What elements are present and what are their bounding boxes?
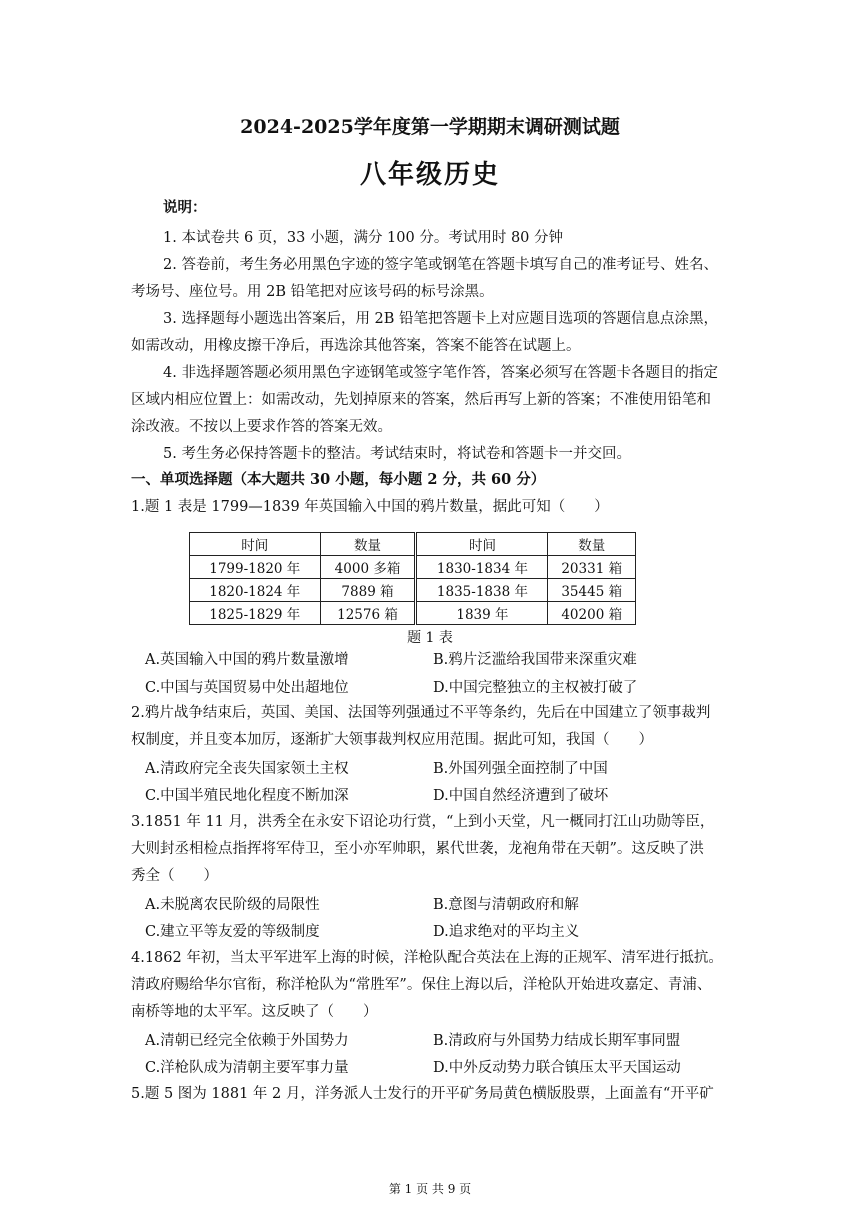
table-header: 数量 <box>320 533 416 556</box>
question-line: 南桥等地的太平军。这反映了（ ） <box>131 1004 378 1020</box>
question-line: 3.1851 年 11 月，洪秀全在永安下诏论功行赏，“上到小天堂，凡一概同打江山功勋等臣， <box>131 814 715 830</box>
table-caption: 题 1 表 <box>407 630 453 646</box>
q4-option-c: C.洋枪队成为清朝主要军事力量 <box>145 1060 349 1076</box>
question-line: 权制度，并且变本加厉，逐渐扩大领事裁判权应用范围。据此可知，我国（ ） <box>131 732 653 748</box>
instruction-line: 3. 选择题每小题选出答案后，用 2B 铅笔把答题卡上对应题目选项的答题信息点涂黑， <box>163 311 719 327</box>
q3-option-b: B.意图与清朝政府和解 <box>433 897 579 913</box>
q2-option-c: C.中国半殖民地化程度不断加深 <box>145 788 349 804</box>
q1-option-a: A.英国输入中国的鸦片数量激增 <box>145 652 349 668</box>
question-line: 清政府赐给华尔官衔，称洋枪队为“常胜军”。保住上海以后，洋枪队开始进攻嘉定、青浦、 <box>131 977 712 993</box>
exam-title: 2024-2025学年度第一学期期末调研测试题 <box>240 116 620 138</box>
table-cell: 4000 多箱 <box>320 556 416 579</box>
table-header: 时间 <box>416 533 548 556</box>
subject-title: 八年级历史 <box>359 160 500 190</box>
question-1-stem: 1.题 1 表是 1799—1839 年英国输入中国的鸦片数量，据此可知（ ） <box>131 499 609 515</box>
q3-option-d: D.追求绝对的平均主义 <box>433 924 580 940</box>
question-line: 4.1862 年初，当太平军进军上海的时候，洋枪队配合英法在上海的正规军、清军进行抵抗。 <box>131 950 723 966</box>
q2-option-b: B.外国列强全面控制了中国 <box>433 761 608 777</box>
table-cell: 1825-1829 年 <box>190 602 321 625</box>
q1-option-b: B.鸦片泛滥给我国带来深重灾难 <box>433 652 637 668</box>
q3-option-c: C.建立平等友爱的等级制度 <box>145 924 320 940</box>
instructions-heading: 说明： <box>163 199 207 216</box>
question-line: 5.题 5 图为 1881 年 2 月，洋务派人士发行的开平矿务局黄色横版股票，上面盖有“开平矿 <box>131 1086 714 1102</box>
question-line: 秀全（ ） <box>131 868 218 884</box>
table-cell: 1835-1838 年 <box>416 579 548 602</box>
table-cell: 1830-1834 年 <box>416 556 548 579</box>
table-cell: 40200 箱 <box>548 602 636 625</box>
section-heading: 一、单项选择题（本大题共 30 小题，每小题 2 分，共 60 分） <box>131 471 546 488</box>
instruction-line: 5. 考生务必保持答题卡的整洁。考试结束时，将试卷和答题卡一并交回。 <box>163 446 631 462</box>
opium-table <box>189 532 636 625</box>
table-row <box>190 602 636 625</box>
q1-option-d: D.中国完整独立的主权被打破了 <box>433 680 638 696</box>
instruction-line: 涂改液。不按以上要求作答的答案无效。 <box>131 419 392 435</box>
instruction-line: 如需改动，用橡皮擦干净后，再选涂其他答案，答案不能答在试题上。 <box>131 338 581 354</box>
q4-option-a: A.清朝已经完全依赖于外国势力 <box>145 1033 349 1049</box>
q3-option-a: A.未脱离农民阶级的局限性 <box>145 897 320 913</box>
table-header-row <box>190 533 636 556</box>
table-cell: 12576 箱 <box>320 602 416 625</box>
table-cell: 1839 年 <box>416 602 548 625</box>
question-line: 大则封丞相检点指挥将军侍卫，至小亦军帅职，累代世袭，龙袍角带在天朝”。这反映了洪 <box>131 841 704 857</box>
table-cell: 1799-1820 年 <box>190 556 321 579</box>
table-cell: 35445 箱 <box>548 579 636 602</box>
table-row <box>190 556 636 579</box>
table-cell: 20331 箱 <box>548 556 636 579</box>
q4-option-d: D.中外反动势力联合镇压太平天国运动 <box>433 1060 681 1076</box>
instruction-line: 1. 本试卷共 6 页，33 小题，满分 100 分。考试用时 80 分钟 <box>163 230 564 246</box>
table-header: 数量 <box>548 533 636 556</box>
q2-option-a: A.清政府完全丧失国家领土主权 <box>145 761 349 777</box>
table-row <box>190 579 636 602</box>
page-footer: 第 1 页 共 9 页 <box>388 1182 472 1196</box>
instruction-line: 区域内相应位置上：如需改动，先划掉原来的答案，然后再写上新的答案；不准使用铅笔和 <box>131 392 711 408</box>
instruction-line: 4. 非选择题答题必须用黑色字迹钢笔或签字笔作答，答案必须写在答题卡各题目的指定 <box>163 365 718 381</box>
instruction-line: 2. 答卷前，考生务必用黑色字迹的签字笔或钢笔在答题卡填写自己的准考证号、姓名、 <box>163 257 718 273</box>
table-header: 时间 <box>190 533 321 556</box>
q2-option-d: D.中国自然经济遭到了破坏 <box>433 788 609 804</box>
q4-option-b: B.清政府与外国势力结成长期军事同盟 <box>433 1033 681 1049</box>
instruction-line: 考场号、座位号。用 2B 铅笔把对应该号码的标号涂黑。 <box>131 284 494 300</box>
table-cell: 7889 箱 <box>320 579 416 602</box>
q1-option-c: C.中国与英国贸易中处出超地位 <box>145 680 349 696</box>
question-line: 2.鸦片战争结束后，英国、美国、法国等列强通过不平等条约，先后在中国建立了领事裁判 <box>131 705 711 721</box>
table-cell: 1820-1824 年 <box>190 579 321 602</box>
